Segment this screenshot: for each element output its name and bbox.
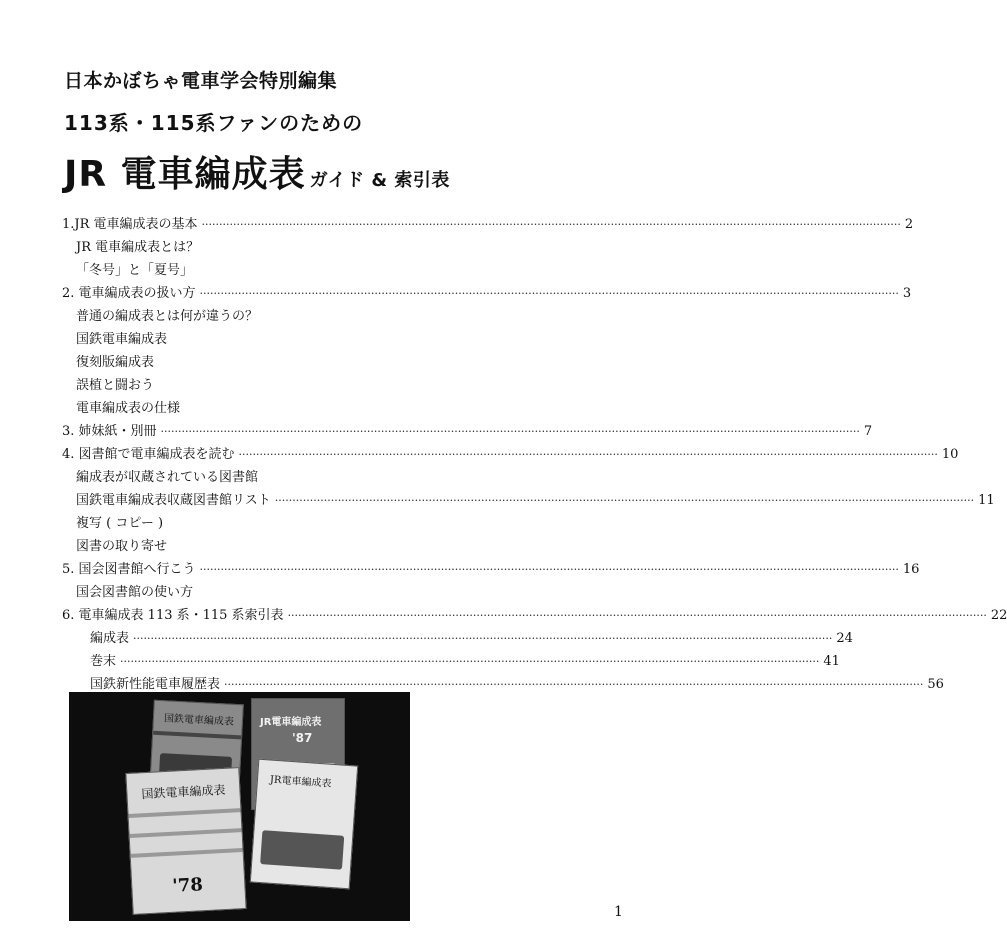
toc-entry [62, 351, 562, 374]
book-title: 国鉄電車編成表 [141, 782, 226, 802]
toc-entry [62, 259, 562, 282]
toc-entry-page: 16 [902, 562, 920, 577]
book-title: JR電車編成表 [260, 717, 322, 728]
toc-entry [62, 581, 562, 604]
toc-entry [62, 627, 853, 650]
toc-entry-title: 複写 ( コピー ) [76, 516, 164, 531]
book-year: '78 [171, 874, 204, 897]
table-of-contents [62, 213, 1007, 696]
toc-entry-title: 国鉄電車編成表収蔵図書館リスト [76, 493, 271, 508]
toc-entry-title: 5. 国会図書館へ行こう [62, 562, 196, 577]
toc-entry [62, 397, 562, 420]
subtitle-audience: 113系・115系ファンのための [64, 111, 364, 135]
toc-entry [62, 328, 562, 351]
toc-entry [62, 420, 873, 443]
toc-entry-title: 6. 電車編成表 113 系・115 系索引表 [62, 608, 284, 623]
page-number: 1 [614, 904, 623, 920]
toc-entry-title: 国鉄新性能電車履歴表 [90, 677, 221, 692]
toc-entry-title: 巻末 [90, 654, 117, 669]
toc-entry [62, 374, 562, 397]
toc-entry-page: 56 [927, 677, 944, 692]
toc-entry [62, 489, 995, 512]
toc-entry-page: 2 [904, 217, 914, 232]
toc-entry-title: 復刻版編成表 [76, 355, 155, 370]
toc-entry [62, 213, 914, 236]
toc-entry-page: 41 [823, 654, 840, 669]
toc-entry [62, 512, 562, 535]
subtitle-publisher: 日本かぼちゃ電車学会特別編集 [64, 70, 338, 92]
book-cover-jr-2 [250, 759, 358, 890]
toc-leader-dots: ········································································································································································································ [238, 448, 938, 461]
document-title-suffix: ガイド & 索引表 [309, 170, 450, 191]
toc-entry-title: JR 電車編成表とは？ [76, 240, 200, 255]
toc-entry-title: 普通の編成表とは何が違うの？ [76, 309, 259, 324]
toc-entry-page: 11 [978, 493, 995, 508]
toc-leader-dots: ········································································································································································································ [201, 218, 901, 231]
toc-leader-dots: ········································································································································································································ [160, 425, 860, 438]
toc-entry-page: 7 [863, 424, 873, 439]
toc-leader-dots: ········································································································································································································ [199, 563, 899, 576]
toc-entry [62, 236, 562, 259]
toc-entry-title: 編成表が収蔵されている図書館 [76, 470, 259, 485]
toc-entry [62, 558, 920, 581]
toc-entry-title: 電車編成表の仕様 [76, 401, 181, 416]
toc-leader-dots: ········································································································································································································ [274, 494, 975, 507]
cover-photo [69, 692, 410, 921]
toc-entry-title: 2. 電車編成表の扱い方 [62, 286, 196, 301]
toc-entry [62, 535, 562, 558]
book-year: '87 [292, 731, 313, 745]
document-title-main: JR 電車編成表 [64, 154, 306, 195]
toc-leader-dots: ········································································································································································································ [287, 609, 987, 622]
toc-entry-title: 図書の取り寄せ [76, 539, 168, 554]
toc-leader-dots: ········································································································································································································ [199, 287, 899, 300]
toc-entry-page: 24 [836, 631, 853, 646]
toc-entry [62, 604, 1007, 627]
document-title [64, 146, 450, 197]
book-cover-jnr-78 [125, 767, 246, 915]
toc-entry-title: 国鉄電車編成表 [76, 332, 168, 347]
toc-entry-title: 編成表 [90, 631, 130, 646]
toc-entry [62, 305, 562, 328]
toc-entry [62, 443, 959, 466]
book-title: JR電車編成表 [269, 774, 332, 790]
book-title: 国鉄電車編成表 [163, 713, 235, 728]
toc-entry-page: 10 [941, 447, 959, 462]
toc-entry-title: 「冬号」と「夏号」 [76, 263, 194, 278]
toc-entry-title: 国会図書館の使い方 [76, 585, 194, 600]
toc-entry [62, 466, 562, 489]
toc-entry-title: 1.JR 電車編成表の基本 [62, 217, 198, 232]
toc-entry-title: 誤植と闘おう [76, 378, 155, 393]
toc-entry [62, 650, 840, 673]
toc-entry [62, 282, 912, 305]
toc-leader-dots: ········································································································································································································ [133, 632, 833, 645]
toc-entry-page: 3 [902, 286, 912, 301]
toc-entry-title: 4. 図書館で電車編成表を読む [62, 447, 235, 462]
toc-entry-page: 22 [990, 608, 1007, 623]
toc-entry-title: 3. 姉妹紙・別冊 [62, 424, 157, 439]
toc-leader-dots: ········································································································································································································ [120, 655, 820, 668]
toc-leader-dots: ········································································································································································································ [224, 678, 924, 691]
